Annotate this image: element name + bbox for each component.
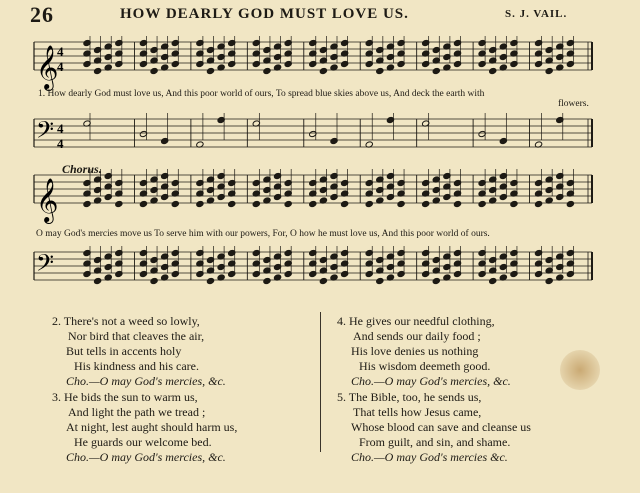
note-head <box>150 277 158 284</box>
time-signature-top: 4 <box>57 44 64 59</box>
note-head <box>397 200 405 207</box>
note-head <box>365 200 373 207</box>
note-head <box>489 67 497 74</box>
note-head <box>319 67 327 74</box>
verse-lyric-continuation: flowers. <box>558 99 589 109</box>
verse-line: His kindness and his care. <box>74 359 199 373</box>
verse-line: Whose blood can save and cleanse us <box>351 420 531 434</box>
note-head <box>284 200 292 207</box>
chorus-label: Chorus. <box>62 162 102 176</box>
verse-chorus-ref: Cho.—O may God's mercies, &c. <box>351 374 511 388</box>
verse-line: From guilt, and sin, and shame. <box>359 435 511 449</box>
note-head <box>94 67 102 74</box>
verse-4 <box>337 314 511 389</box>
note-head <box>83 200 91 207</box>
verse-line: And light the path we tread ; <box>68 405 206 419</box>
note-head <box>535 200 543 207</box>
note-heads <box>83 36 574 285</box>
verse-5 <box>337 390 531 465</box>
verse-text <box>0 312 640 492</box>
verse-line: 2. There's not a weed so lowly, <box>52 314 200 328</box>
note-head <box>319 277 327 284</box>
note-head <box>139 200 147 207</box>
verse-line: 4. He gives our needful clothing, <box>337 314 495 328</box>
verse-lyric-line: 1. How dearly God must love us, And this poor world of ours, To spread blue skies above us, And deck the earth with <box>38 89 485 99</box>
verse-chorus-ref: Cho.—O may God's mercies, &c. <box>66 374 226 388</box>
note-head <box>478 200 486 207</box>
page-number: 26 <box>30 2 54 27</box>
note-head <box>263 67 271 74</box>
bar-lines <box>34 42 592 280</box>
verse-line: And sends our daily food ; <box>353 329 481 343</box>
time-signature-top: 4 <box>57 121 64 136</box>
verse-line: He guards our welcome bed. <box>74 435 212 449</box>
verse-line: At night, lest aught should harm us, <box>66 420 238 434</box>
song-title: HOW DEARLY GOD MUST LOVE US. <box>120 6 409 22</box>
note-head <box>489 277 497 284</box>
treble-clef-icon: 𝄞 <box>36 45 59 89</box>
note-head <box>566 200 574 207</box>
note-head <box>228 200 236 207</box>
verse-line: Nor bird that cleaves the air, <box>68 329 205 343</box>
verse-2 <box>52 314 226 389</box>
time-signature-bottom: 4 <box>57 136 64 151</box>
note-head <box>341 200 349 207</box>
note-head <box>453 200 461 207</box>
note-head <box>510 200 518 207</box>
verse-line: His wisdom deemeth good. <box>359 359 491 373</box>
note-head <box>150 67 158 74</box>
note-head <box>545 277 553 284</box>
verse-line: His love denies us nothing <box>351 344 479 358</box>
note-head <box>263 277 271 284</box>
note-head <box>432 277 440 284</box>
staff-lines <box>34 42 592 280</box>
note-head <box>376 277 384 284</box>
clefs <box>36 45 58 282</box>
verse-line: But tells in accents holy <box>66 344 182 358</box>
verse-line: That tells how Jesus came, <box>353 405 482 419</box>
note-head <box>422 200 430 207</box>
note-head <box>432 67 440 74</box>
note-head <box>309 200 317 207</box>
note-head <box>206 277 214 284</box>
verse-3 <box>52 390 237 465</box>
verse-line: 5. The Bible, too, he sends us, <box>337 390 482 404</box>
composer-credit: S. J. VAIL. <box>505 8 568 20</box>
bass-clef-icon: 𝄢 <box>36 116 55 149</box>
note-head <box>545 67 553 74</box>
verse-chorus-ref: Cho.—O may God's mercies, &c. <box>66 450 226 464</box>
note-head <box>94 277 102 284</box>
bass-clef-icon: 𝄢 <box>36 249 55 282</box>
verse-chorus-ref: Cho.—O may God's mercies &c. <box>351 450 508 464</box>
note-head <box>252 200 260 207</box>
note-head <box>115 200 123 207</box>
treble-clef-icon: 𝄞 <box>36 178 59 222</box>
note-head <box>376 67 384 74</box>
verse-line: 3. He bids the sun to warm us, <box>52 390 198 404</box>
chorus-lyric-line: O may God's mercies move us To serve him with our powers, For, O how he must love us, And this poor world of ours. <box>36 229 490 239</box>
note-head <box>171 200 179 207</box>
note-head <box>196 200 204 207</box>
time-signature-bottom: 4 <box>57 59 64 74</box>
note-head <box>206 67 214 74</box>
